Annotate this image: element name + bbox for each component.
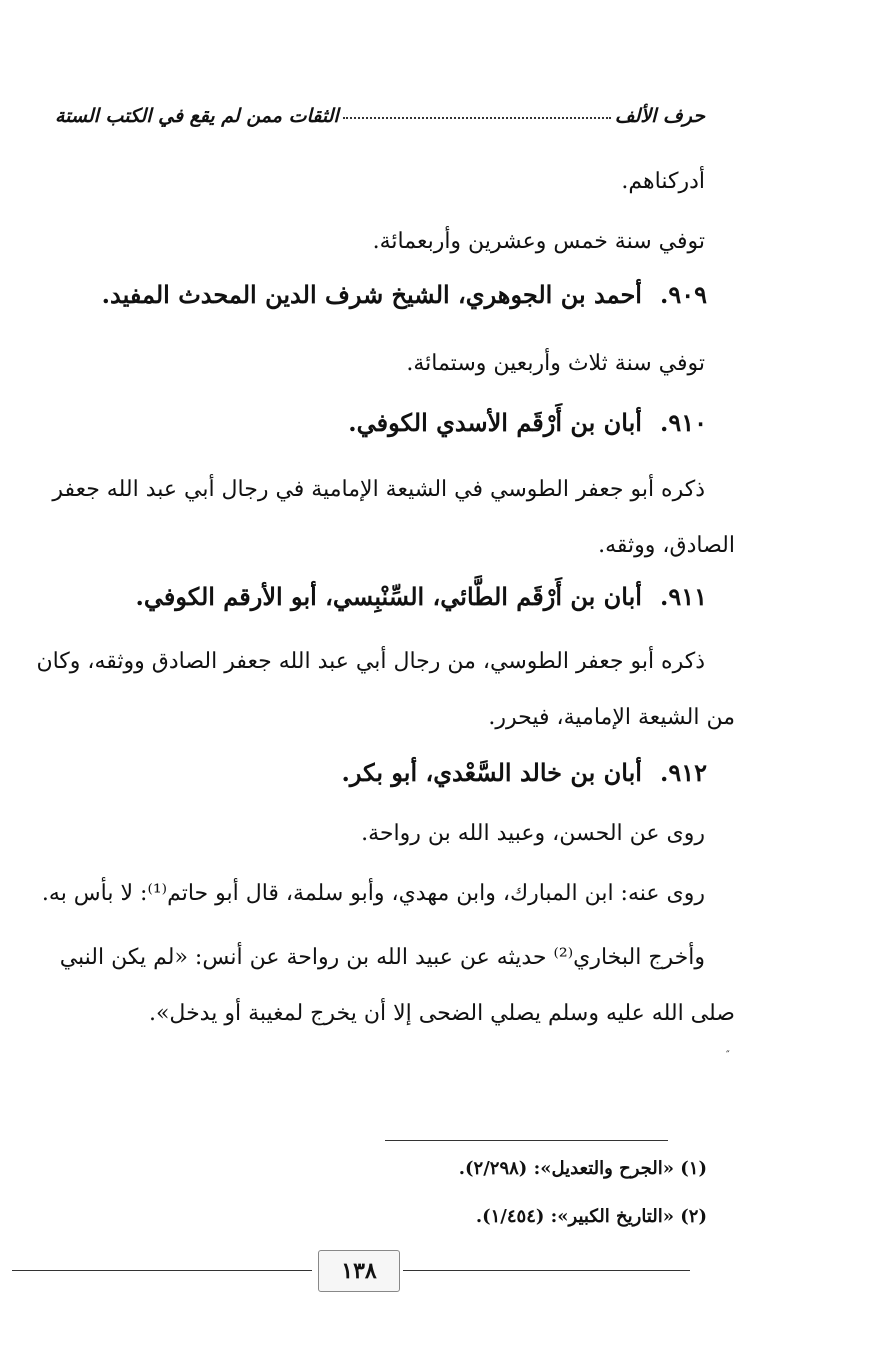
footnote: (٢) «التاريخ الكبير»: (١/٤٥٤). xyxy=(475,1206,707,1227)
header-dots xyxy=(343,107,611,119)
bottom-rule-right xyxy=(403,1270,690,1271)
paragraph: توفي سنة ثلاث وأربعين وستمائة. xyxy=(406,351,705,376)
entry-number: ٩١١. xyxy=(659,582,707,611)
bottom-rule-left xyxy=(12,1270,312,1271)
footnote: (١) «الجرح والتعديل»: (٢/٢٩٨). xyxy=(458,1158,707,1179)
paragraph xyxy=(35,634,735,746)
entry-title: أحمد بن الجوهري، الشيخ شرف الدين المحدث المفيد. xyxy=(101,280,642,309)
page-number: ١٣٨ xyxy=(318,1250,400,1292)
paragraph-line: صلى الله عليه وسلم يصلي الضحى إلا أن يخرج لمغيبة أو يدخل». xyxy=(148,1001,735,1026)
paragraph-line: ذكره أبو جعفر الطوسي، من رجال أبي عبد الله جعفر الصادق ووثقه، وكان xyxy=(36,649,705,674)
paragraph: أدركناهم. xyxy=(621,169,705,194)
header-book-title: الثقات ممن لم يقع في الكتب الستة xyxy=(55,105,339,127)
paragraph: توفي سنة خمس وعشرين وأربعمائة. xyxy=(372,229,705,254)
entry-heading xyxy=(60,582,707,611)
entry-number: ٩١٠. xyxy=(659,408,707,437)
footnote-separator xyxy=(385,1140,668,1141)
paragraph: روى عن الحسن، وعبيد الله بن رواحة. xyxy=(361,821,705,846)
paragraph-line: وأخرج البخاري⁽²⁾ حديثه عن عبيد الله بن رواحة عن أنس: «لم يكن النبي xyxy=(59,945,705,970)
header-chapter: حرف الألف xyxy=(614,105,705,127)
entry-heading xyxy=(60,408,707,437)
stray-mark: ″ xyxy=(726,1050,730,1061)
paragraph xyxy=(35,930,735,1042)
paragraph-line: ذكره أبو جعفر الطوسي في الشيعة الإمامية في رجال أبي عبد الله جعفر xyxy=(52,477,705,502)
entry-title: أبان بن أَرْقَم الطَّائي، السِّنْبِسي، أبو الأرقم الكوفي. xyxy=(135,582,642,611)
entry-heading xyxy=(60,758,707,787)
running-header xyxy=(55,96,705,136)
entry-number: ٩١٢. xyxy=(659,758,707,787)
paragraph-line: من الشيعة الإمامية، فيحرر. xyxy=(488,705,735,730)
entry-title: أبان بن أَرْقَم الأسدي الكوفي. xyxy=(348,408,642,437)
paragraph-line: الصادق، ووثقه. xyxy=(598,533,735,558)
paragraph: روى عنه: ابن المبارك، وابن مهدي، وأبو سلمة، قال أبو حاتم⁽¹⁾: لا بأس به. xyxy=(41,881,705,906)
entry-heading xyxy=(60,280,707,309)
paragraph xyxy=(35,462,735,574)
entry-title: أبان بن خالد السَّعْدي، أبو بكر. xyxy=(341,758,642,787)
entry-number: ٩٠٩. xyxy=(659,280,707,309)
